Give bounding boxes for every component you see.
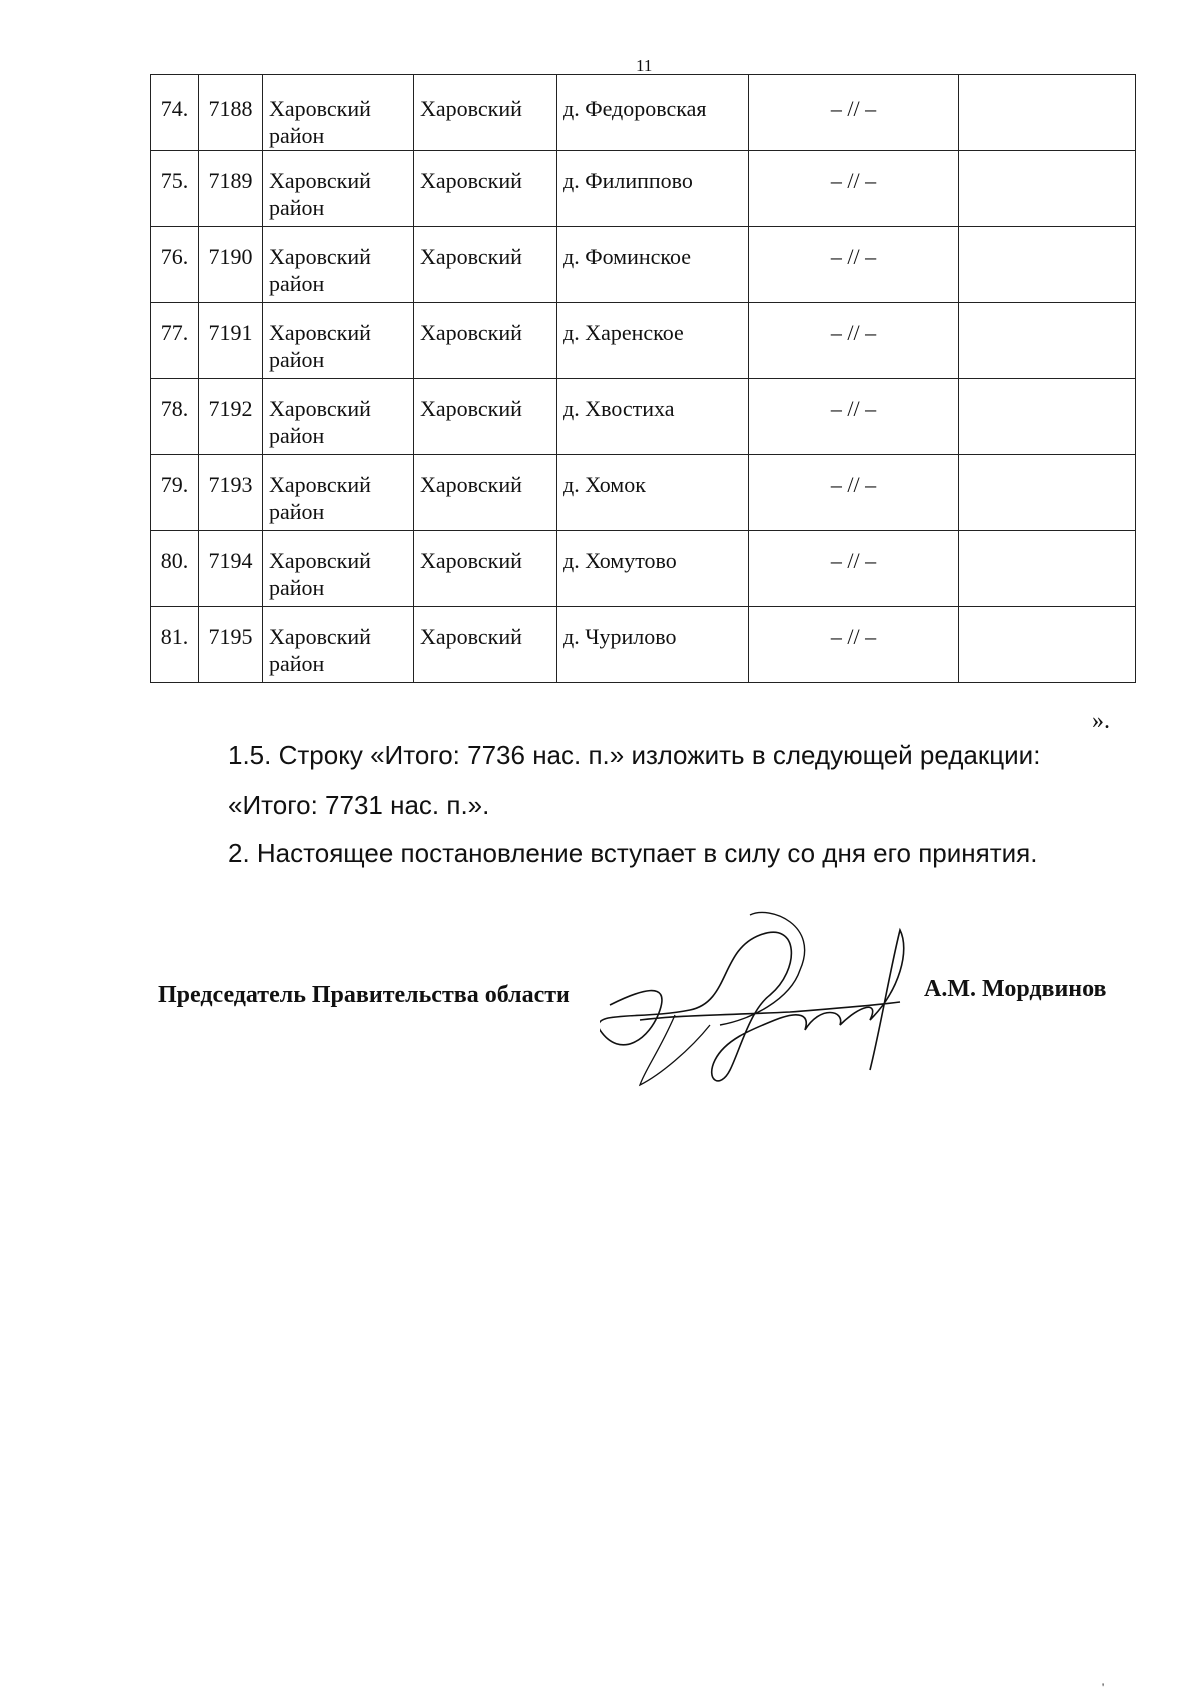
table-row bbox=[151, 455, 1136, 531]
municipality-cell: Харовский bbox=[414, 379, 557, 455]
code-cell: 7188 bbox=[199, 75, 263, 151]
extra-cell bbox=[959, 303, 1136, 379]
settlement-cell: д. Филиппово bbox=[557, 151, 749, 227]
settlement-cell: д. Хомутово bbox=[557, 531, 749, 607]
municipality-cell: Харовский bbox=[414, 227, 557, 303]
district-cell: Харовский район bbox=[263, 75, 414, 151]
municipality-cell: Харовский bbox=[414, 75, 557, 151]
municipality-cell: Харовский bbox=[414, 455, 557, 531]
district-cell: Харовский район bbox=[263, 531, 414, 607]
row-number-cell: 78. bbox=[151, 379, 199, 455]
district-cell: Харовский район bbox=[263, 379, 414, 455]
code-cell: 7195 bbox=[199, 607, 263, 683]
settlement-cell: д. Федоровская bbox=[557, 75, 749, 151]
extra-cell bbox=[959, 607, 1136, 683]
table-row bbox=[151, 75, 1136, 151]
table-row bbox=[151, 531, 1136, 607]
row-number-cell: 75. bbox=[151, 151, 199, 227]
table-body bbox=[151, 75, 1136, 683]
municipality-cell: Харовский bbox=[414, 151, 557, 227]
extra-cell bbox=[959, 227, 1136, 303]
paragraph-2: 2. Настоящее постановление вступает в силу со дня его принятия. bbox=[228, 838, 1038, 868]
row-number-cell: 77. bbox=[151, 303, 199, 379]
district-cell: Харовский район bbox=[263, 607, 414, 683]
municipality-cell: Харовский bbox=[414, 531, 557, 607]
code-cell: 7191 bbox=[199, 303, 263, 379]
note-cell: – // – bbox=[749, 303, 959, 379]
note-cell: – // – bbox=[749, 455, 959, 531]
paragraph-1-5-line-2: «Итого: 7731 нас. п.». bbox=[228, 790, 490, 820]
code-cell: 7193 bbox=[199, 455, 263, 531]
table-row bbox=[151, 303, 1136, 379]
municipality-cell: Харовский bbox=[414, 303, 557, 379]
code-cell: 7192 bbox=[199, 379, 263, 455]
closing-quote: ». bbox=[1092, 708, 1110, 734]
note-cell: – // – bbox=[749, 151, 959, 227]
extra-cell bbox=[959, 531, 1136, 607]
note-cell: – // – bbox=[749, 75, 959, 151]
district-cell: Харовский район bbox=[263, 455, 414, 531]
settlement-cell: д. Харенское bbox=[557, 303, 749, 379]
note-cell: – // – bbox=[749, 607, 959, 683]
extra-cell bbox=[959, 151, 1136, 227]
row-number-cell: 79. bbox=[151, 455, 199, 531]
edge-mark: ' bbox=[1102, 1680, 1105, 1694]
page-number: 11 bbox=[636, 56, 653, 75]
table-row bbox=[151, 607, 1136, 683]
extra-cell bbox=[959, 379, 1136, 455]
extra-cell bbox=[959, 455, 1136, 531]
settlements-table bbox=[150, 74, 1136, 683]
note-cell: – // – bbox=[749, 531, 959, 607]
row-number-cell: 74. bbox=[151, 75, 199, 151]
row-number-cell: 81. bbox=[151, 607, 199, 683]
municipality-cell: Харовский bbox=[414, 607, 557, 683]
handwritten-signature bbox=[600, 910, 960, 1100]
settlement-cell: д. Чурилово bbox=[557, 607, 749, 683]
note-cell: – // – bbox=[749, 227, 959, 303]
district-cell: Харовский район bbox=[263, 151, 414, 227]
row-number-cell: 76. bbox=[151, 227, 199, 303]
district-cell: Харовский район bbox=[263, 227, 414, 303]
table-row bbox=[151, 379, 1136, 455]
signer-title: Председатель Правительства области bbox=[158, 982, 570, 1008]
row-number-cell: 80. bbox=[151, 531, 199, 607]
paragraph-1-5-line-1: 1.5. Строку «Итого: 7736 нас. п.» изложить в следующей редакции: bbox=[228, 740, 1041, 770]
settlement-cell: д. Фоминское bbox=[557, 227, 749, 303]
settlement-cell: д. Хвостиха bbox=[557, 379, 749, 455]
signer-name: А.М. Мордвинов bbox=[924, 976, 1107, 1002]
district-cell: Харовский район bbox=[263, 303, 414, 379]
code-cell: 7190 bbox=[199, 227, 263, 303]
code-cell: 7189 bbox=[199, 151, 263, 227]
table-row bbox=[151, 151, 1136, 227]
extra-cell bbox=[959, 75, 1136, 151]
code-cell: 7194 bbox=[199, 531, 263, 607]
settlement-cell: д. Хомок bbox=[557, 455, 749, 531]
table-row bbox=[151, 227, 1136, 303]
note-cell: – // – bbox=[749, 379, 959, 455]
